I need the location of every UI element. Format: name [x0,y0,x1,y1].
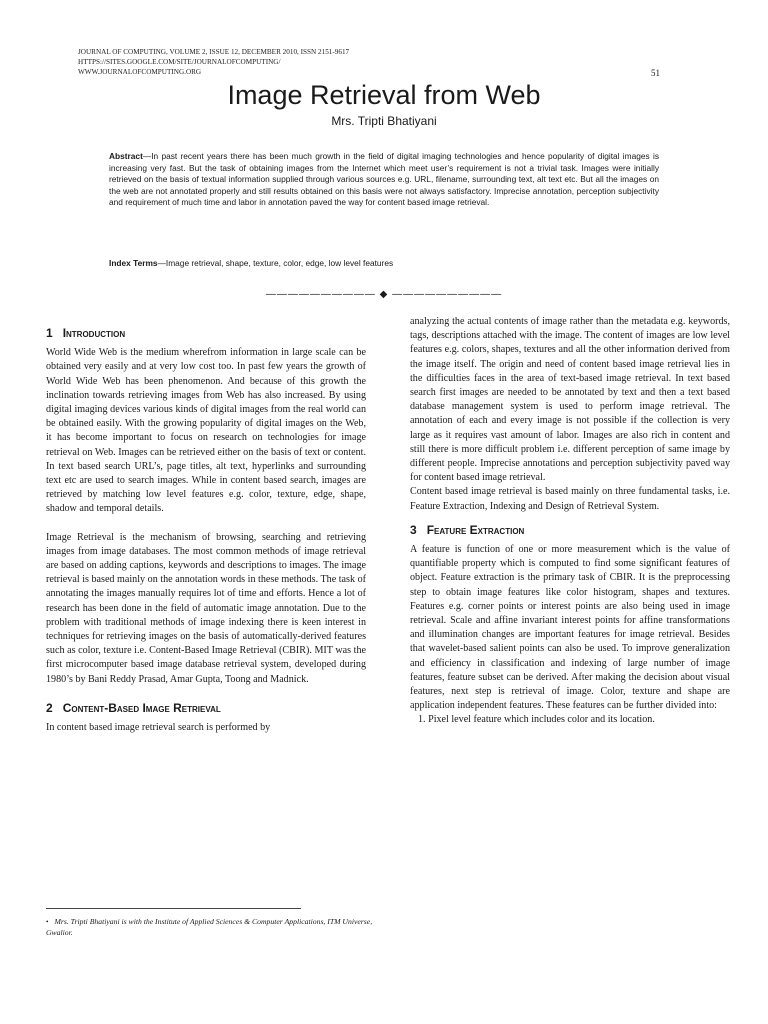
section-heading-introduction [46,326,366,340]
section-divider: —————————— ◆ —————————— [265,289,503,300]
abstract-label: Abstract [109,151,143,161]
section-number: 1 [46,326,53,340]
section-heading-feature-extraction [410,523,730,537]
journal-header [78,47,349,77]
abstract-text: —In past recent years there has been much growth in the field of digital imaging technologies and hence popularity of digital images is increasing very fast. But the task of obtaining images from the Internet which meet user’s requirement is not a trivial task. Images were initially retrieved on the basis of textual information supplied through various sources e.g. URL, filename, surrounding text, alt text etc. But all the images on the web are not annotated properly and still results obtained on this basis were not always satisfactory. Imprecise annotation, perception subjectivity and requirement of much time and labor in annotation paved the way for content based image retrieval. [109,151,659,208]
paragraph: A feature is function of one or more measurement which is the value of quantifiable property which is computed to find some significant features of object. Feature extraction is the primary task of CBIR. It is the preprocessing step to obtain image features like color histogram, shapes and textures. Features e.g. corner points or interest points are also being used in image retrieval. Scale and affine invariant interest points for affine transformations and illumination changes are important features for image retrieval. Besides that wavelet-based salient points can also be used. To improve generalization and efficiency in classification and indexing of large number of image features, feature subset can be derived. After making the decision about visual features, next step is retrieval of image. Color, texture and shape are application independent features. These features can be further divided into: [410,544,730,712]
journal-header-line-2[interactable]: HTTPS://SITES.GOOGLE.COM/SITE/JOURNALOFCOMPUTING/ [78,58,281,66]
index-terms [109,258,659,270]
footnote [46,917,376,938]
section-title: Feature Extraction [426,522,525,537]
right-column [410,315,730,728]
paragraph: In content based image retrieval search is performed by [46,722,271,734]
paper-author: Mrs. Tripti Bhatiyani [331,114,437,128]
abstract [109,151,659,209]
section-title: Content-Based Image Retrieval [62,700,221,715]
section-heading-cbir [46,701,366,715]
footnote-text: Mrs. Tripti Bhatiyani is with the Institute of Applied Sciences & Computer Applications, ITM Universe, Gwalior. [46,917,373,937]
page-number: 51 [651,68,660,78]
section-number: 2 [46,700,53,715]
paragraph: Image Retrieval is the mechanism of browsing, searching and retrieving images from image databases. The most common methods of image retrieval are based on adding captions, keywords and descriptions to images. The image retrieval is based mainly on the annotation words in these methods. The task of annotating the images manually requires lot of time and efforts. Hence a lot of research has been done in the field of automatic image annotation. Due to the problem with traditional methods of image indexing there is keen interest in techniques for retrieving images on the basis of automatically-derived features such as color, texture i.e. Content-Based Image Retrieval (CBIR). MIT was the first microcomputer based image database retrieval system, developed during 1980’s by Bani Reddy Prasad, Amar Gupta, Toong and Madnick. [46,531,366,685]
paragraph: World Wide Web is the medium wherefrom information in large scale can be obtained very easily and at very low cost too. In past few years the growth of World Wide Web has been phenomenon. And because of this growth the inclination towards retrieving images from Web has also increased. By using digital imaging devices various kinds of digital images from the real world can be obtained easily. With the growing popularity of digital images on the Web, it has become important to focus on research on technologies for image retrieval on Web. Images can be retrieved either on the basis of text or content. In text based search URL’s, page titles, alt text, hyperlinks and surrounding text etc are used to search images. While in content based search, images are retrieved by matching low level features e.g. color, texture, edge, shape, shadow and temporal details. [46,347,366,515]
index-terms-text: —Image retrieval, shape, texture, color, edge, low level features [157,258,394,268]
paper-title: Image Retrieval from Web [227,80,541,110]
section-number: 3 [410,522,417,537]
journal-header-line-1: JOURNAL OF COMPUTING, VOLUME 2, ISSUE 12, DECEMBER 2010, ISSN 2151-9617 [78,48,350,56]
journal-header-line-3[interactable]: WWW.JOURNALOFCOMPUTING.ORG [78,68,202,76]
paragraph: Content based image retrieval is based mainly on three fundamental tasks, i.e. Feature Extraction, Indexing and Design of Retrieval System. [410,486,730,512]
paragraph: analyzing the actual contents of image rather than the metadata e.g. keywords, tags, descriptions attached with the image. The content of images are low level features e.g. colors, shapes, textures and all the other information derived from the image itself. The origin and need of content based image retrieval lies in the difficulties faces in the area of text-based image retrieval. In text based search first images are needed to be annotated by text and then a text based database management system is used to perform image retrieval. The annotation of each and every image is not possible if the collection is very large as it requires vast amount of labor. Images are also rich in content and still there is more difficult problem i.e. different perception of same image by different people. Imprecise annotations and perception subjectivity paved way for content based image retrieval. [410,316,730,484]
footnote-rule [46,908,301,909]
list-item: 1. Pixel level feature which includes color and its location. [418,714,655,726]
footnote-bullet: • [46,918,49,926]
section-title: Introduction [62,326,126,340]
index-terms-label: Index Terms [109,258,158,268]
left-column [46,326,366,735]
